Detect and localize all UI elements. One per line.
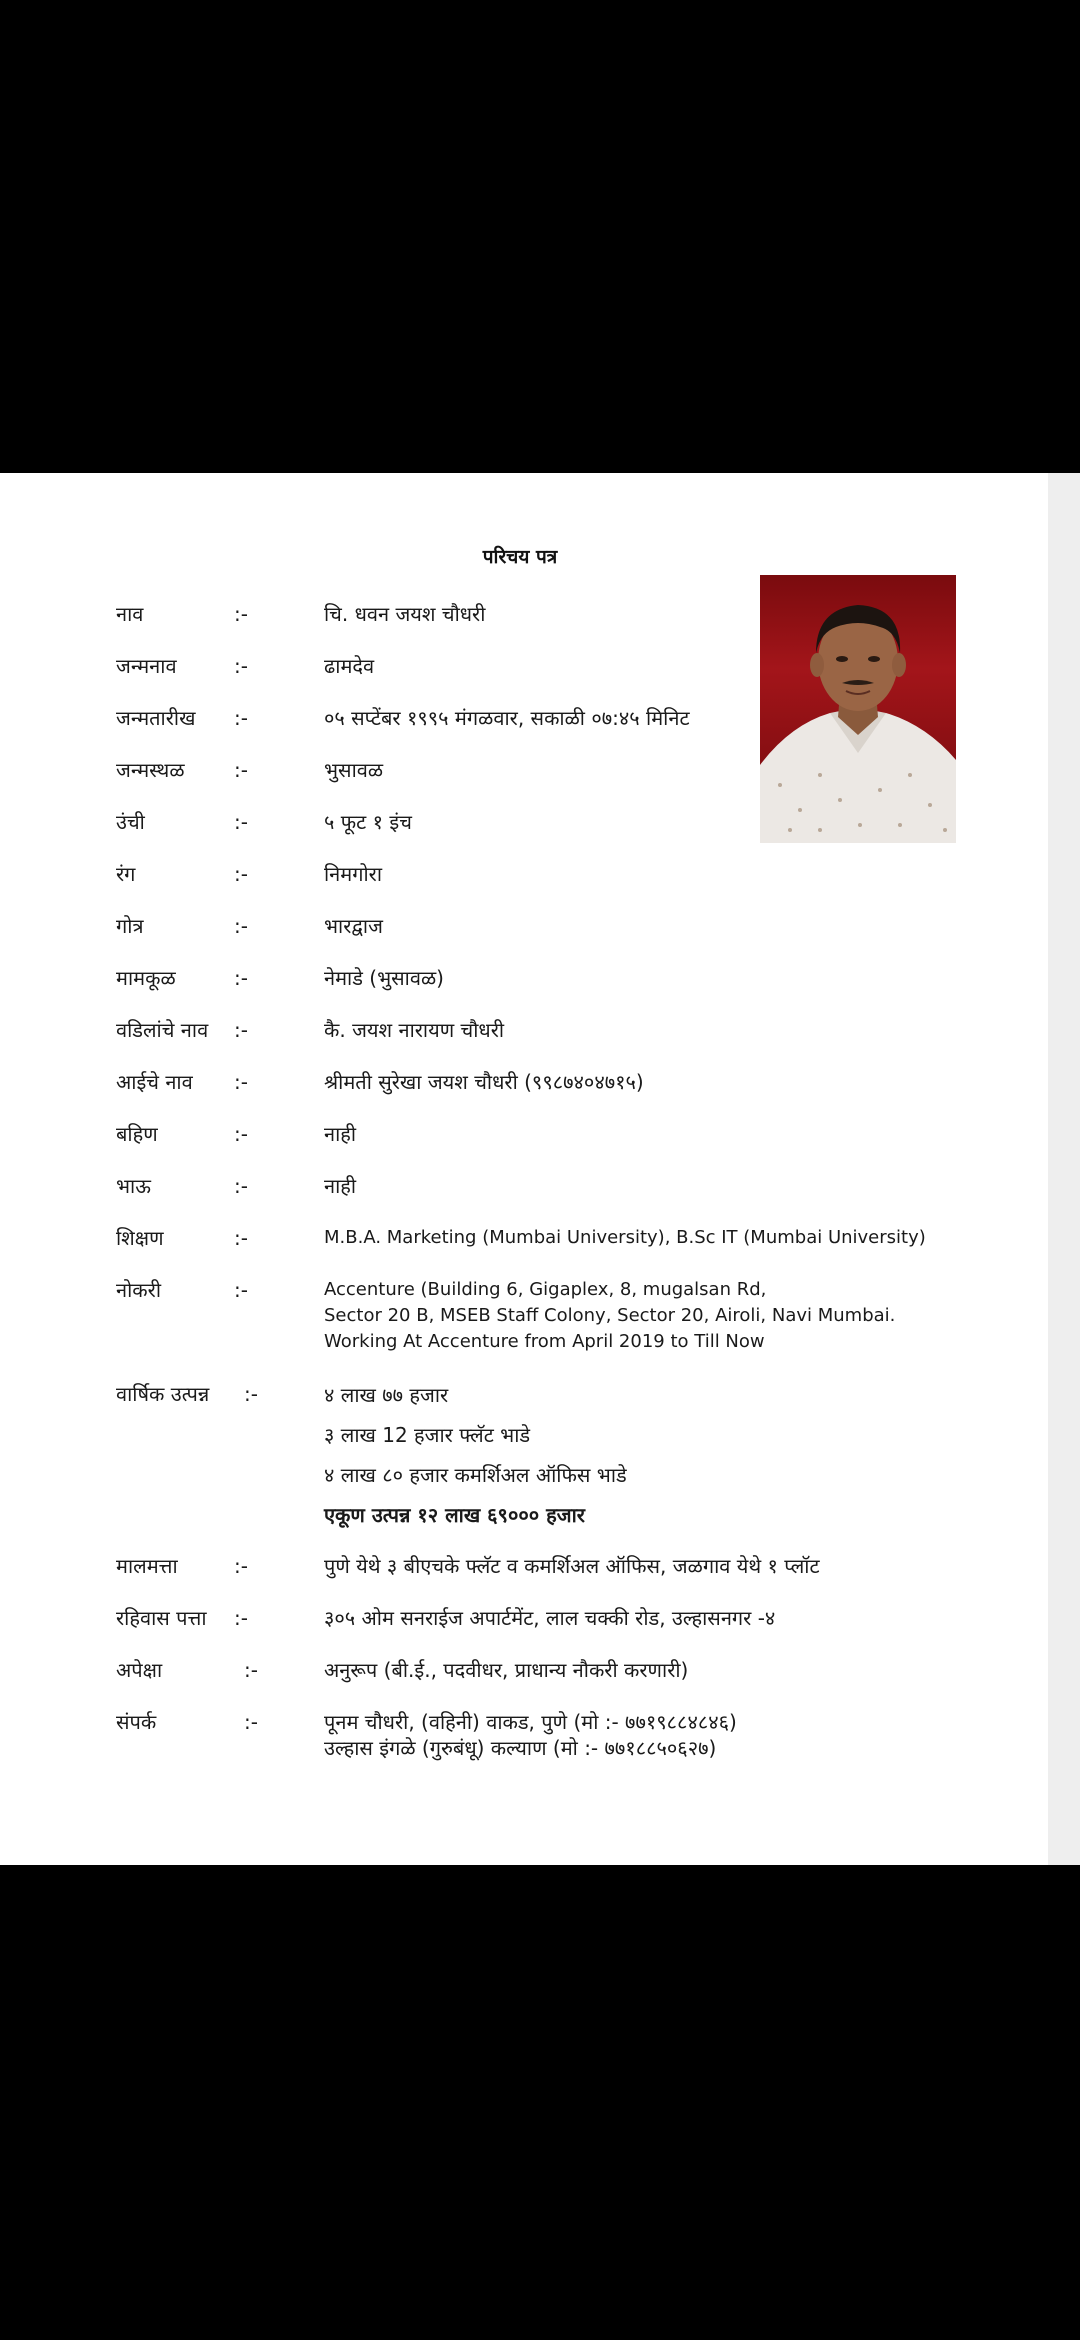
value-job	[324, 1277, 895, 1355]
label-dob: जन्मतारीख	[116, 706, 196, 730]
value-expectation: अनुरूप (बी.ई., पदवीधर, प्राधान्य नौकरी करणारी)	[324, 1658, 689, 1682]
job-line: Accenture (Building 6, Gigaplex, 8, mugalsan Rd,	[324, 1279, 767, 1300]
label-birthplace: जन्मस्थळ	[116, 758, 185, 782]
separator: :-	[234, 1018, 248, 1042]
value-property: पुणे येथे ३ बीएचके फ्लॅट व कमर्शिअल ऑफिस, जळगाव येथे १ प्लॉट	[324, 1554, 820, 1578]
separator: :-	[234, 1606, 248, 1630]
label-janmanav: जन्मनाव	[116, 654, 177, 678]
label-mamkul: मामकूळ	[116, 966, 176, 990]
label-education: शिक्षण	[116, 1226, 164, 1250]
label-contact: संपर्क	[116, 1710, 157, 1734]
label-brother: भाऊ	[116, 1174, 151, 1198]
value-mamkul: नेमाडे (भुसावळ)	[324, 966, 444, 990]
value-dob: ०५ सप्टेंबर १९९५ मंगळवार, सकाळी ०७:४५ मिनिट	[324, 706, 690, 730]
separator: :-	[234, 758, 248, 782]
separator: :-	[234, 1554, 248, 1578]
label-mother: आईचे नाव	[116, 1070, 193, 1094]
document-page[interactable]	[0, 473, 1048, 1865]
document-title: परिचय पत्र	[482, 546, 558, 568]
income-line: ४ लाख ८० हजार कमर्शिअल ऑफिस भाडे	[324, 1463, 627, 1487]
value-janmanav: ढामदेव	[324, 654, 375, 678]
separator: :-	[234, 862, 248, 886]
label-father: वडिलांचे नाव	[116, 1018, 209, 1042]
value-complexion: निमगोरा	[324, 862, 383, 886]
value-gotra: भारद्वाज	[324, 914, 383, 938]
value-contact	[324, 1709, 737, 1761]
label-gotra: गोत्र	[116, 914, 144, 938]
value-address: ३०५ ओम सनराईज अपार्टमेंट, लाल चक्की रोड, उल्हासनगर -४	[324, 1606, 776, 1630]
separator: :-	[234, 1278, 248, 1302]
value-birthplace: भुसावळ	[324, 758, 384, 782]
row-contact	[116, 1709, 996, 1769]
income-line: ३ लाख 12 हजार फ्लॅट भाडे	[324, 1423, 531, 1447]
value-education: M.B.A. Marketing (Mumbai University), B.Sc IT (Mumbai University)	[324, 1227, 926, 1248]
person-portrait-photo	[760, 575, 956, 843]
separator: :-	[234, 654, 248, 678]
separator: :-	[234, 810, 248, 834]
value-father: कै. जयश नारायण चौधरी	[324, 1018, 505, 1042]
separator: :-	[244, 1382, 258, 1406]
separator: :-	[244, 1658, 258, 1682]
value-height: ५ फूट १ इंच	[324, 810, 412, 834]
label-job: नोकरी	[116, 1278, 161, 1302]
label-height: उंची	[116, 810, 145, 834]
separator: :-	[234, 602, 248, 626]
separator: :-	[234, 1226, 248, 1250]
label-complexion: रंग	[116, 862, 136, 886]
label-expectation: अपेक्षा	[116, 1658, 163, 1682]
page-scroll-edge	[1048, 473, 1080, 1865]
separator: :-	[234, 1070, 248, 1094]
value-name: चि. धवन जयश चौधरी	[324, 602, 486, 626]
income-total: एकूण उत्पन्न १२ लाख ६९००० हजार	[324, 1503, 585, 1527]
value-mother: श्रीमती सुरेखा जयश चौधरी (९९८७४०४७१५)	[324, 1070, 644, 1094]
separator: :-	[234, 1122, 248, 1146]
job-line: Working At Accenture from April 2019 to Till Now	[324, 1331, 765, 1352]
separator: :-	[244, 1710, 258, 1734]
row-job	[116, 1277, 996, 1357]
income-line: ४ लाख ७७ हजार	[324, 1383, 449, 1407]
label-income: वार्षिक उत्पन्न	[116, 1382, 210, 1406]
separator: :-	[234, 914, 248, 938]
label-name: नाव	[116, 602, 144, 626]
contact-line: उल्हास इंगळे (गुरुबंधू) कल्याण (मो :- ७७१८८५०६२७)	[324, 1736, 717, 1760]
separator: :-	[234, 706, 248, 730]
label-property: मालमत्ता	[116, 1554, 178, 1578]
label-sister: बहिण	[116, 1122, 158, 1146]
value-sister: नाही	[324, 1122, 357, 1146]
value-brother: नाही	[324, 1174, 357, 1198]
label-address: रहिवास पत्ता	[116, 1606, 207, 1630]
job-line: Sector 20 B, MSEB Staff Colony, Sector 20, Airoli, Navi Mumbai.	[324, 1305, 896, 1326]
separator: :-	[234, 966, 248, 990]
separator: :-	[234, 1174, 248, 1198]
contact-line: पूनम चौधरी, (वहिनी) वाकड, पुणे (मो :- ७७१९८८४८४६)	[324, 1710, 737, 1734]
